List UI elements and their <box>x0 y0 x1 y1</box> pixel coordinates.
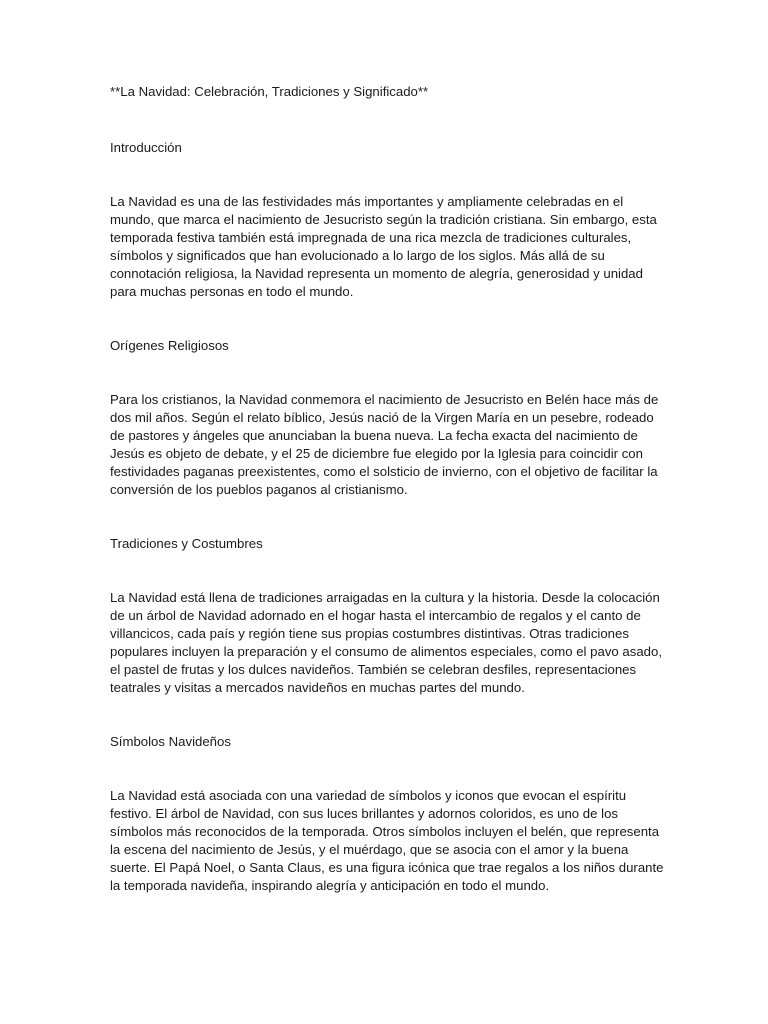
document-title: **La Navidad: Celebración, Tradiciones y Significado** <box>110 84 429 99</box>
section-body-simbolos-navidenos: La Navidad está asociada con una variedad de símbolos y iconos que evocan el espíritu festivo. El árbol de Navidad, con sus luces brillantes y adornos coloridos, es uno de los símbolos más reconocidos de la temporada. Otros símbolos incluyen el belén, que representa la escena del nacimiento de Jesús, y el muérdago, que se asocia con el amor y la buena suerte. El Papá Noel, o Santa Claus, es una figura icónica que trae regalos a los niños durante la temporada navideña, inspirando alegría y anticipación en todo el mundo. <box>110 788 664 893</box>
section-body-tradiciones-costumbres: La Navidad está llena de tradiciones arraigadas en la cultura y la historia. Desde la colocación de un árbol de Navidad adornado en el hogar hasta el intercambio de regalos y el canto de villancicos, cada país y región tiene sus propias costumbres distintivas. Otras tradiciones populares incluyen la preparación y el consumo de alimentos especiales, como el pavo asado, el pastel de frutas y los dulces navideños. También se celebran desfiles, representaciones teatrales y visitas a mercados navideños en muchas partes del mundo. <box>110 590 663 695</box>
section-heading-tradiciones-costumbres: Tradiciones y Costumbres <box>110 536 263 551</box>
section-heading-simbolos-navidenos: Símbolos Navideños <box>110 734 231 749</box>
section-body-introduccion: La Navidad es una de las festividades más importantes y ampliamente celebradas en el mundo, que marca el nacimiento de Jesucristo según la tradición cristiana. Sin embargo, esta temporada festiva también está impregnada de una rica mezcla de tradiciones culturales, símbolos y significados que han evolucionado a lo largo de los siglos. Más allá de su connotación religiosa, la Navidad representa un momento de alegría, generosidad y unidad para muchas personas en todo el mundo. <box>110 194 657 299</box>
section-heading-origenes-religiosos: Orígenes Religiosos <box>110 338 229 353</box>
section-body-origenes-religiosos: Para los cristianos, la Navidad conmemora el nacimiento de Jesucristo en Belén hace más de dos mil años. Según el relato bíblico, Jesús nació de la Virgen María en un pesebre, rodeado de pastores y ángeles que anunciaban la buena nueva. La fecha exacta del nacimiento de Jesús es objeto de debate, y el 25 de diciembre fue elegido por la Iglesia para coincidir con festividades paganas preexistentes, como el solsticio de invierno, con el objetivo de facilitar la conversión de los pueblos paganos al cristianismo. <box>110 392 659 497</box>
section-heading-introduccion: Introducción <box>110 140 182 155</box>
